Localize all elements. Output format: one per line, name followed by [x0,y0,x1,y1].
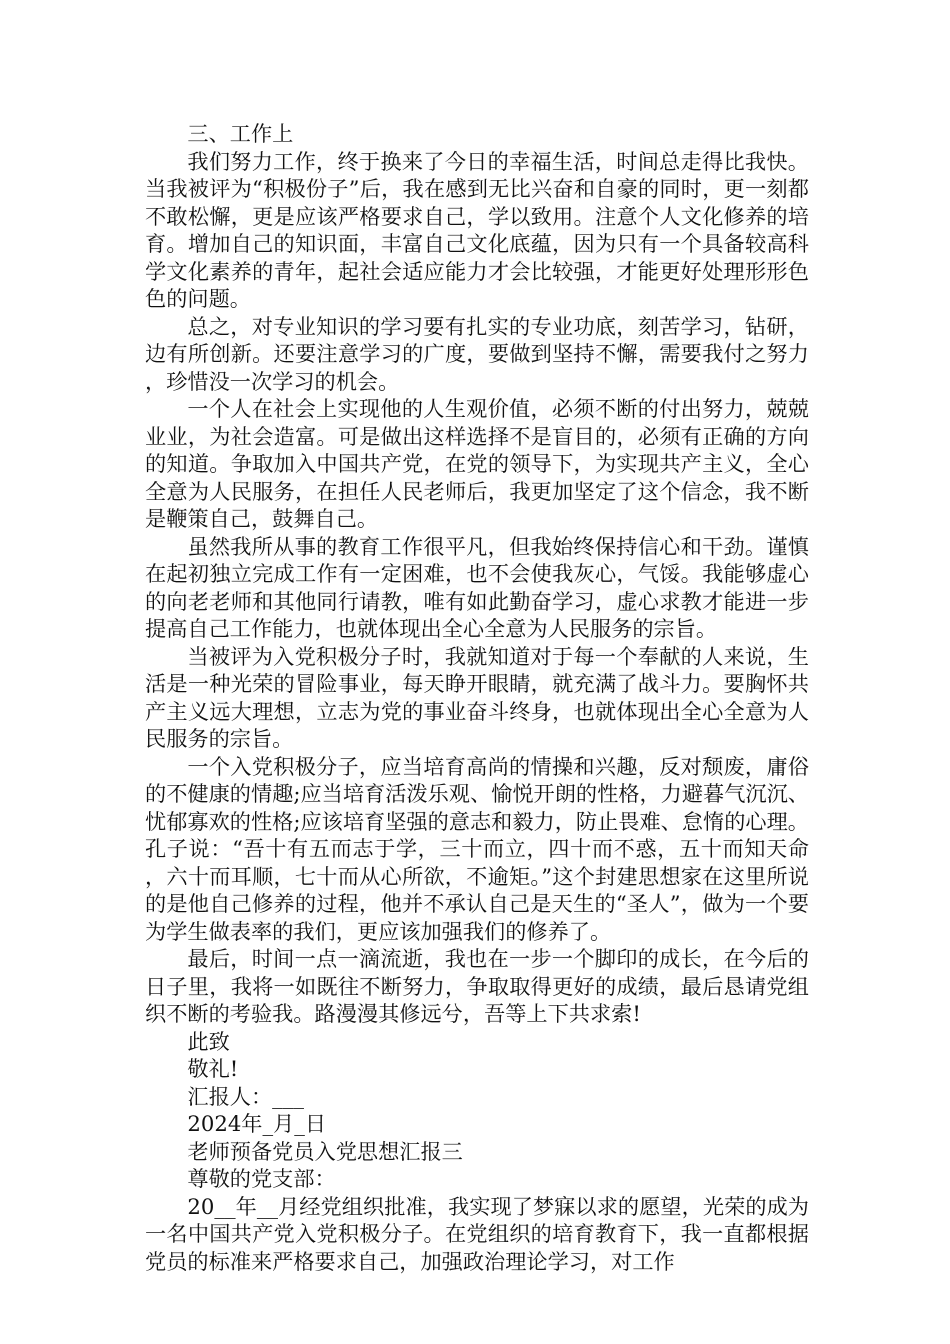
closing-salutation: 此致 [187,1028,230,1054]
greeting-line: 尊敬的党支部： [187,1166,336,1191]
closing-respect: 敬礼! [187,1056,239,1081]
next-report-title: 老师预备党员入党思想汇报三 [187,1138,463,1164]
reporter-line: 汇报人：___ [187,1083,304,1109]
body-paragraph: 最后，时间一点一滴流逝，我也在一步一个脚印的成长，在今后的日子里，我将一如既往不断努力，争取取得更好的成绩，最后恳请党组织不断的考验我。路漫漫其修远兮，吾等上下共求索! [145,946,809,1026]
body-paragraph: 20__年__月经党组织批准，我实现了梦寐以求的愿望，光荣的成为一名中国共产党入党积极分子。在党组织的培育教育下，我一直都根据党员的标准来严格要求自己，加强政治理论学习，对工作 [145,1193,809,1274]
body-paragraph: 虽然我所从事的教育工作很平凡，但我始终保持信心和干劲。谨慎在起初独立完成工作有一定困难，也不会使我灰心，气馁。我能够虚心的向老老师和其他同行请教，唯有如此勤奋学习，虚心求教才能进一步提高自己工作能力，也就体现出全心全意为人民服务的宗旨。 [145,533,809,641]
body-paragraph: 一个入党积极分子，应当培育高尚的情操和兴趣，反对颓废，庸俗的不健康的情趣;应当培育活泼乐观、愉悦开朗的性格，力避暮气沉沉、忧郁寡欢的性格;应该培育坚强的意志和毅力，防止畏难、怠惰的心理。孔子说：“吾十有五而志于学，三十而立，四十而不惑，五十而知天命，六十而耳顺，七十而从心所欲，不逾矩。”这个封建思想家在这里所说的是他自己修养的过程，他并不承认自己是天生的“圣人”，做为一个要为学生做表率的我们，更应该加强我们的修养了。 [145,753,809,944]
date-line: 2024年_月_日 [187,1111,327,1136]
body-paragraph: 我们努力工作，终于换来了今日的幸福生活，时间总走得比我快。当我被评为“积极份子”后，我在感到无比兴奋和自豪的同时，更一刻都不敢松懈，更是应该严格要求自己，学以致用。注意个人文化修养的培育。增加自己的知识面，丰富自己文化底蕴，因为只有一个具备较高科学文化素养的青年，起社会适应能力才会比较强，才能更好处理形形色色的问题。 [145,148,809,311]
section-heading: 三、工作上 [187,121,294,146]
body-paragraph: 总之，对专业知识的学习要有扎实的专业功底，刻苦学习，钻研，边有所创新。还要注意学习的广度，要做到坚持不懈，需要我付之努力，珍惜没一次学习的机会。 [145,313,809,394]
document-page [145,120,809,1275]
body-paragraph: 一个人在社会上实现他的人生观价值，必须不断的付出努力，兢兢业业，为社会造富。可是做出这样选择不是盲目的，必须有正确的方向的知道。争取加入中国共产党，在党的领导下，为实现共产主义，全心全意为人民服务，在担任人民老师后，我更加坚定了这个信念，我不断是鞭策自己，鼓舞自己。 [145,396,809,531]
body-paragraph: 当被评为入党积极分子时，我就知道对于每一个奉献的人来说，生活是一种光荣的冒险事业，每天睁开眼睛，就充满了战斗力。要胸怀共产主义远大理想，立志为党的事业奋斗终身，也就体现出全心全意为人民服务的宗旨。 [145,643,809,751]
